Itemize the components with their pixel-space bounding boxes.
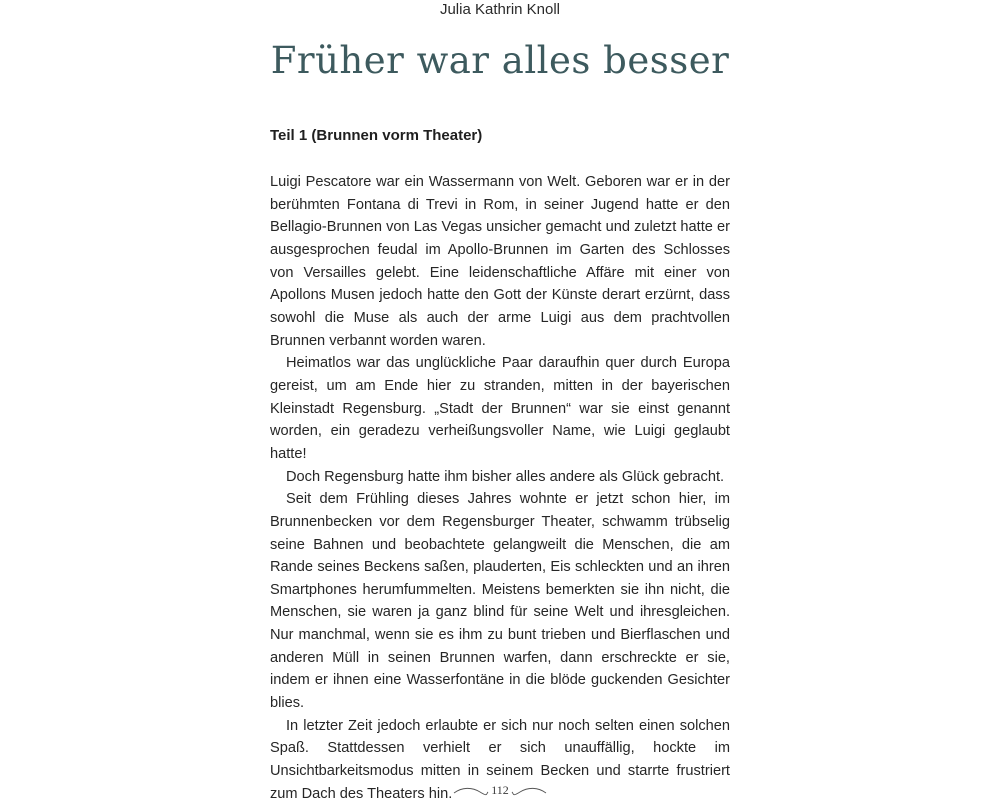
paragraph: Luigi Pescatore war ein Wassermann von Welt. Geboren war er in der berühmten Fontana di Trevi in Rom, in seiner Jugend hatte er den Bellagio-Brunnen von Las Vegas unsicher gemacht und zuletzt hatte er ausgesprochen feudal im Apollo-Brunnen im Garten des Schlosses von Versailles gelebt. Eine leidenschaftliche Affäre mit einer von Apollons Musen jedoch hatte den Gott der Künste derart erzürnt, dass sowohl die Muse als auch der arme Luigi aus dem prachtvollen Brunnen verbannt worden waren. bbox=[270, 174, 730, 349]
paragraph: Heimatlos war das unglückliche Paar daraufhin quer durch Europa gereist, um am Ende hier zu stranden, mitten in der bayerischen Kleinstadt Regensburg. „Stadt der Brunnen“ war sie einst genannt worden, ein geradezu verheißungsvoller Name, wie Luigi geglaubt hatte! bbox=[270, 355, 730, 462]
paragraph: Doch Regensburg hatte ihm bisher alles andere als Glück gebracht. bbox=[286, 468, 725, 485]
page-title: Früher war alles besser bbox=[270, 39, 730, 82]
page-footer bbox=[450, 784, 550, 798]
section-heading: Teil 1 (Brunnen vorm Theater) bbox=[270, 127, 483, 144]
author-name: Julia Kathrin Knoll bbox=[439, 1, 561, 18]
page-number: 112 bbox=[491, 783, 509, 797]
paragraph: Seit dem Frühling dieses Jahres wohnte er jetzt schon hier, im Brunnenbecken vor dem Regensburger Theater, schwamm trübselig seine Bahnen und beobachtete gelangweilt die Menschen, die am Rande seines Beckens saßen, plauderten, Eis schleckten und an ihren Smartphones herumfummelten. Meistens bemerkten sie ihn nicht, die Menschen, sie waren ja ganz blind für seine Welt und ihresgleichen. Nur manchmal, wenn sie es ihm zu bunt trieben und Bierflaschen und anderen Müll in seinen Brunnen warfen, dann erschreckte er sie, indem er ihnen eine Wasserfontäne in die blöde guckenden Gesichter blies. bbox=[270, 491, 730, 712]
paragraph: In letzter Zeit jedoch erlaubte er sich nur noch selten einen solchen Spaß. Stattdessen verhielt er sich unauffällig, hockte im Unsichtbarkeitsmodus mitten in seinem Becken und starrte frustriert zum Dach des Theaters hin. bbox=[270, 717, 730, 802]
body-text bbox=[270, 171, 730, 805]
